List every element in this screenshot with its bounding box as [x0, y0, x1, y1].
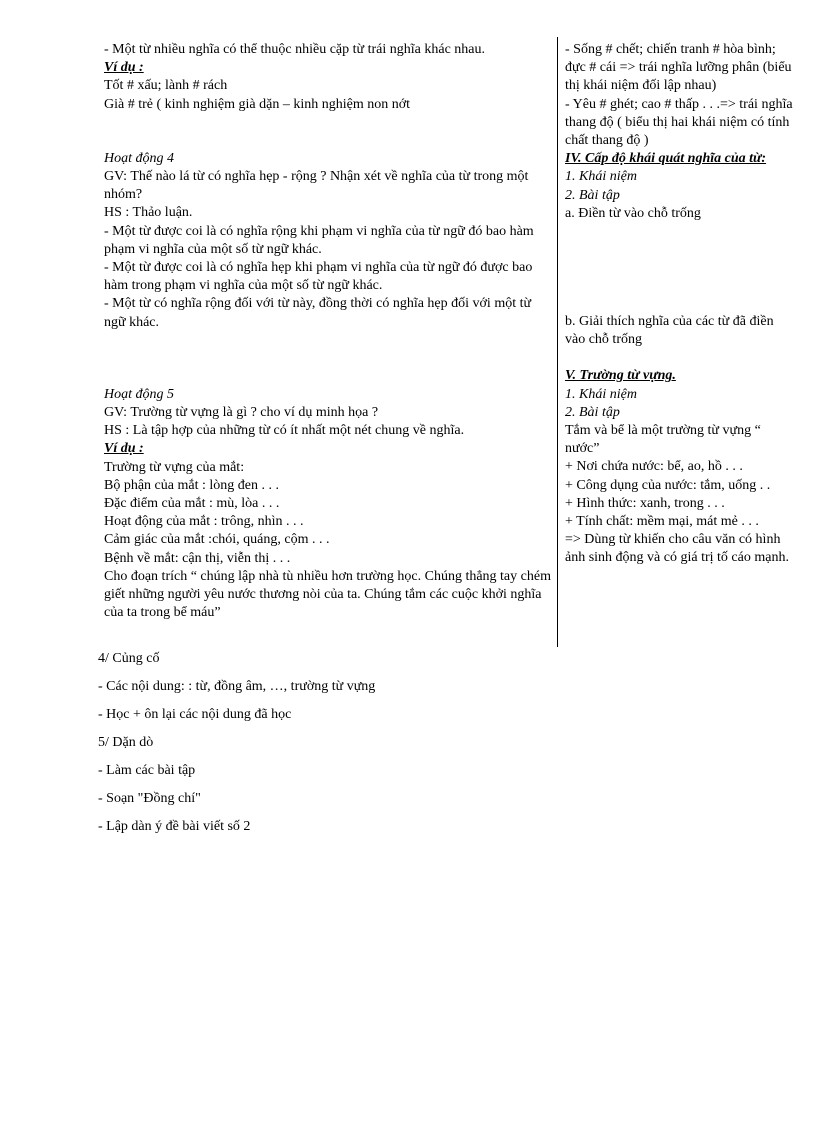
- wrapup-line: - Soạn "Đồng chí": [98, 791, 201, 806]
- left-column: [104, 41, 552, 622]
- teacher-question: GV: Trường từ vựng là gì ? cho ví dụ minh họa ?: [104, 405, 379, 421]
- list-item: Tắm và bể là một trường từ vựng “ nước”: [565, 423, 761, 457]
- list-item: Đặc điểm của mắt : mù, lòa . . .: [104, 496, 280, 512]
- paragraph: - Yêu # ghét; cao # thấp . . .=> trái nghĩa thang độ ( biểu thị hai khái niệm có tính chất thang độ ): [565, 96, 793, 149]
- list-item: Cảm giác của mắt :chói, quáng, cộm . . .: [104, 532, 330, 548]
- list-item: => Dùng từ khiến cho câu văn có hình ảnh sinh động và có giá trị tố cáo mạnh.: [565, 532, 789, 566]
- student-answer: HS : Thảo luận.: [104, 205, 193, 221]
- wrapup-line: 4/ Củng cố: [98, 651, 160, 666]
- left-line-polysemy: - Một từ nhiều nghĩa có thể thuộc nhiều cặp từ trái nghĩa khác nhau.: [104, 42, 486, 57]
- activity-5-heading: Hoạt động 5: [104, 386, 174, 402]
- subheading: 1. Khái niệm: [565, 169, 637, 185]
- list-item: + Hình thức: xanh, trong . . .: [565, 495, 725, 511]
- right-column: [565, 41, 793, 568]
- lesson-wrapup: [98, 650, 548, 846]
- section-v-heading: V. Trường từ vựng.: [565, 368, 676, 384]
- wrapup-line: - Các nội dung: : từ, đồng âm, …, trường từ vựng: [98, 679, 376, 694]
- list-item: Bệnh về mắt: cận thị, viễn thị . . .: [104, 550, 291, 566]
- paragraph: - Một từ được coi là có nghĩa rộng khi phạm vi nghĩa của từ ngữ đó bao hàm phạm vi nghĩa của một số từ ngữ khác.: [104, 223, 534, 257]
- exercise-b: b. Giải thích nghĩa của các từ đã điền vào chỗ trống: [565, 314, 774, 348]
- example-line: Tốt # xấu; lành # rách: [104, 78, 228, 94]
- list-item: Trường từ vựng của mắt:: [104, 459, 245, 475]
- paragraph: - Một từ được coi là có nghĩa hẹp khi phạm vi nghĩa của từ ngữ đó được bao hàm trong phạm vi nghĩa của một số từ ngữ khác.: [104, 260, 533, 294]
- subheading: 2. Bài tập: [565, 187, 620, 203]
- example-line: Già # trẻ ( kinh nghiệm già dặn – kinh nghiệm non nớt: [104, 96, 411, 112]
- list-item: + Nơi chứa nước: bể, ao, hồ . . .: [565, 459, 743, 475]
- wrapup-line: 5/ Dặn dò: [98, 735, 154, 750]
- quote-paragraph: Cho đoạn trích “ chúng lập nhà tù nhiều hơn trường học. Chúng thẳng tay chém giết những người yêu nước thương nòi của ta. Chúng tắm các cuộc khởi nghĩa của ta trong bể máu”: [104, 568, 551, 621]
- teacher-question: GV: Thế nào lá từ có nghĩa hẹp - rộng ? Nhận xét về nghĩa của từ trong một nhóm?: [104, 169, 529, 203]
- paragraph: - Một từ có nghĩa rộng đối với từ này, đồng thời có nghĩa hẹp đối với một từ ngữ khác.: [104, 296, 532, 330]
- list-item: + Tính chất: mềm mại, mát mẻ . . .: [565, 514, 759, 530]
- example-label: Ví dụ :: [104, 441, 144, 457]
- subheading: 1. Khái niệm: [565, 386, 637, 402]
- list-item: + Công dụng của nước: tắm, uống . .: [565, 477, 771, 493]
- section-iv-heading: IV. Cấp độ khái quát nghĩa của từ:: [565, 151, 767, 167]
- subheading: 2. Bài tập: [565, 404, 620, 420]
- wrapup-line: - Học + ôn lại các nội dung đã học: [98, 707, 292, 722]
- example-label: Ví dụ :: [104, 60, 144, 76]
- paragraph: - Sống # chết; chiến tranh # hòa bình; đực # cái => trái nghĩa lưỡng phân (biểu thị khái niệm đối lập nhau): [565, 42, 792, 94]
- list-item: Bộ phận của mắt : lòng đen . . .: [104, 477, 279, 493]
- list-item: Hoạt động của mắt : trông, nhìn . . .: [104, 514, 304, 530]
- activity-4-heading: Hoạt động 4: [104, 150, 174, 166]
- exercise-a: a. Điền từ vào chỗ trống: [565, 205, 701, 221]
- column-divider: [557, 37, 558, 647]
- wrapup-line: - Làm các bài tập: [98, 763, 196, 778]
- wrapup-line: - Lập dàn ý đề bài viết số 2: [98, 819, 251, 834]
- student-answer: HS : Là tập hợp của những từ có ít nhất một nét chung về nghĩa.: [104, 423, 465, 439]
